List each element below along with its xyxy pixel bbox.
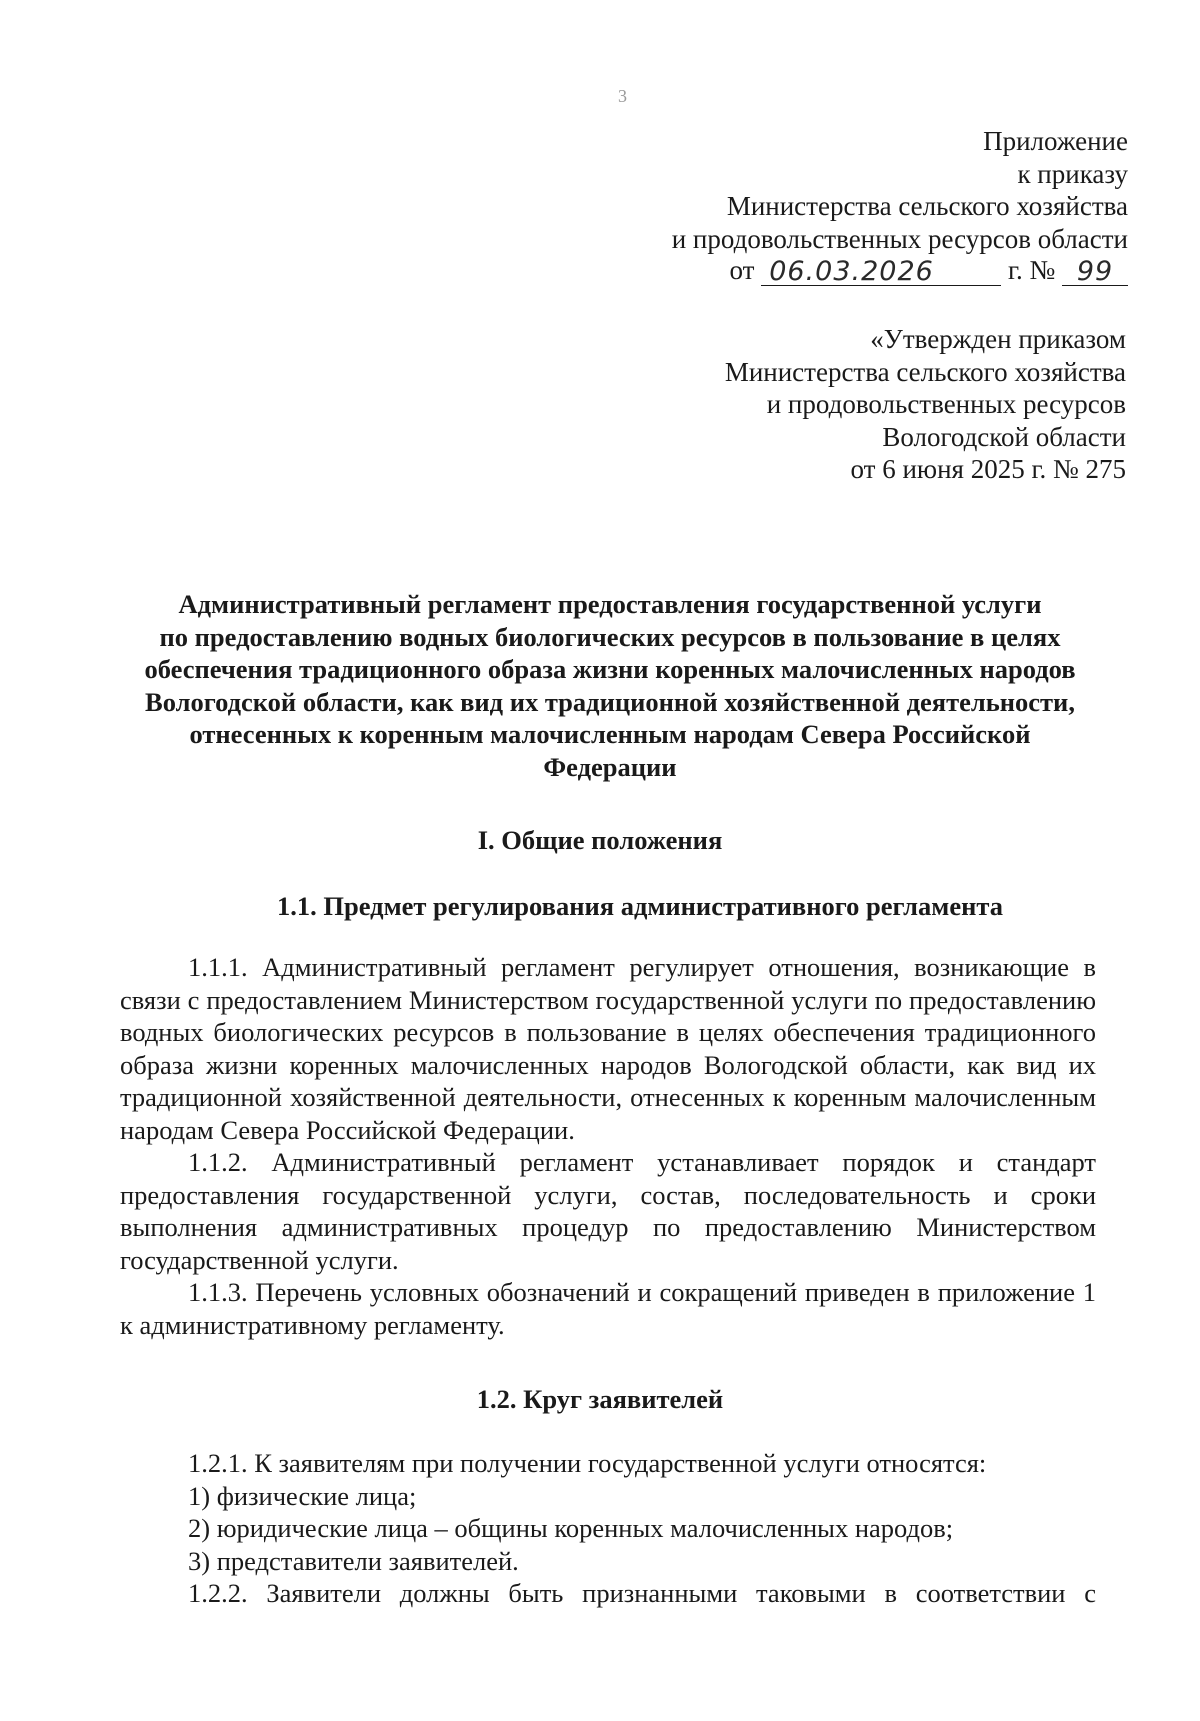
title-line: Административный регламент предоставления государственной услуги bbox=[178, 589, 1042, 619]
section-heading-applicants: 1.2. Круг заявителей bbox=[476, 1384, 724, 1414]
title-line: Вологодской области, как вид их традиционной хозяйственной деятельности, bbox=[145, 686, 1075, 717]
appendix-line: к приказу bbox=[1017, 158, 1128, 189]
order-date-field bbox=[761, 255, 1001, 286]
order-prefix: от bbox=[729, 255, 755, 285]
appendix-line: Министерства сельского хозяйства bbox=[726, 191, 1128, 221]
paragraph: 1.1.2. Административный регламент устанавливает порядок и стандарт предоставления государственной услуги, состав, последовательность и сроки выполнения административных процедур по предоставлению Министерством государственной услуги. bbox=[120, 1147, 1096, 1275]
order-reference-line bbox=[730, 254, 1129, 286]
order-number-field bbox=[1062, 255, 1128, 286]
appendix-line: Приложение bbox=[983, 126, 1128, 156]
order-number-label: г. № bbox=[1007, 255, 1056, 285]
approval-line: Вологодской области bbox=[882, 421, 1126, 452]
appendix-line: и продовольственных ресурсов области bbox=[671, 223, 1128, 254]
appendix-header bbox=[428, 125, 1128, 255]
list-item: 1) физические лица; bbox=[188, 1480, 417, 1511]
approval-stamp-text bbox=[426, 323, 1126, 486]
approval-line: «Утвержден приказом bbox=[870, 324, 1126, 354]
section-1-2-body bbox=[120, 1447, 1096, 1610]
section-1-1-body bbox=[120, 951, 1096, 1341]
title-line: обеспечения традиционного образа жизни коренных малочисленных народов bbox=[144, 654, 1076, 684]
paragraph: 1.1.3. Перечень условных обозначений и сокращений приведен в приложение 1 к административному регламенту. bbox=[120, 1277, 1096, 1340]
approval-line: от 6 июня 2025 г. № 275 bbox=[850, 454, 1126, 484]
title-line: Федерации bbox=[543, 751, 677, 782]
section-heading-subject: 1.1. Предмет регулирования административного регламента bbox=[277, 891, 1003, 921]
document-title bbox=[110, 588, 1110, 783]
paragraph: 1.2.1. К заявителям при получении государственной услуги относятся: bbox=[188, 1448, 987, 1478]
title-line: отнесенных к коренным малочисленным народам Севера Российской bbox=[189, 719, 1031, 749]
paragraph: 1.2.2. Заявители должны быть признанными таковыми в соответствии с bbox=[188, 1578, 1096, 1608]
approval-line: и продовольственных ресурсов bbox=[766, 389, 1126, 419]
order-date-handwritten: 06.03.2026 bbox=[769, 256, 934, 287]
section-heading-general: I. Общие положения bbox=[477, 825, 723, 855]
paragraph: 1.1.1. Административный регламент регулирует отношения, возникающие в связи с предоставлением Министерством государственной услуги по предоставлению водных биологических ресурсов в пользование в целях обеспечения традиционного образа жизни коренных малочисленных народов Вологодской области, как вид их традиционной хозяйственной деятельности, отнесенных к коренным малочисленным народам Севера Российской Федерации. bbox=[120, 952, 1096, 1145]
order-number-handwritten: 99 bbox=[1076, 256, 1114, 287]
list-item: 2) юридические лица – общины коренных малочисленных народов; bbox=[188, 1513, 954, 1543]
title-line: по предоставлению водных биологических ресурсов в пользование в целях bbox=[159, 621, 1061, 652]
list-item: 3) представители заявителей. bbox=[188, 1545, 519, 1576]
approval-line: Министерства сельского хозяйства bbox=[724, 356, 1126, 387]
page-number: 3 bbox=[618, 86, 627, 106]
